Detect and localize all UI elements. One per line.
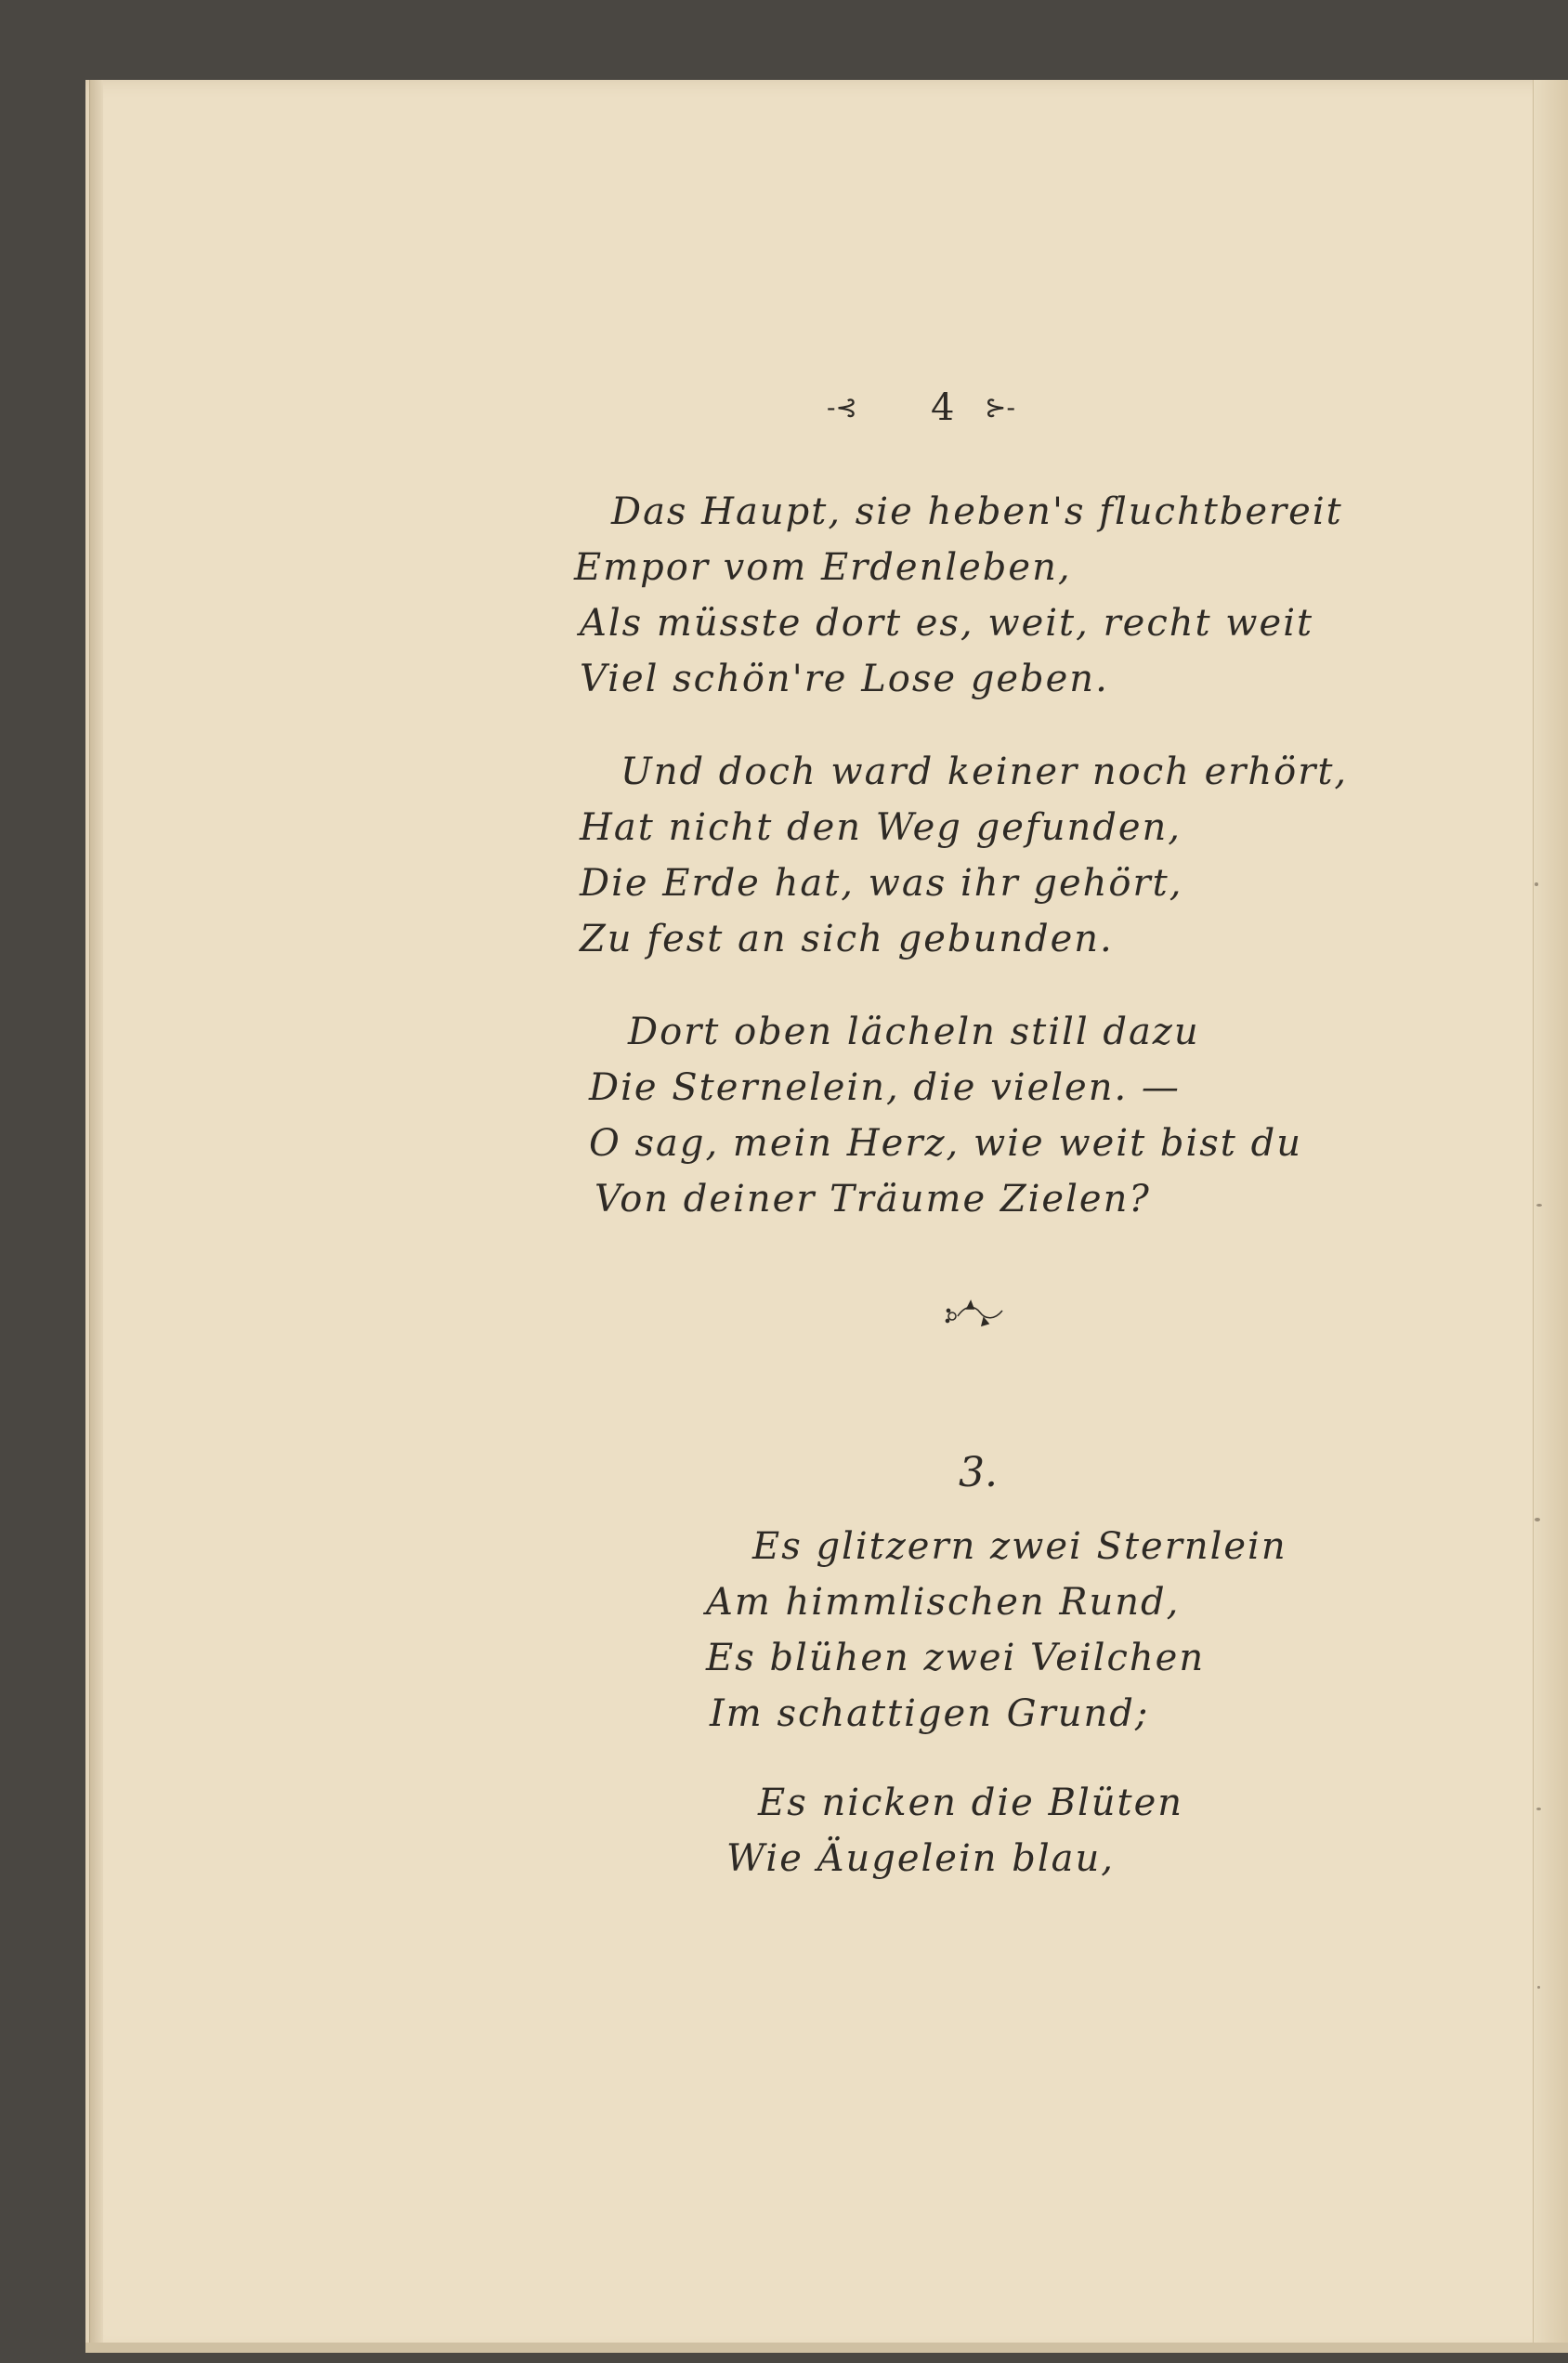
- section-number: 3.: [959, 1449, 998, 1496]
- stanza-line: Wie Äugelein blau,: [726, 1837, 1115, 1880]
- stanza-line: Im schattigen Grund;: [710, 1692, 1150, 1735]
- stanza-line: Als müsste dort es, weit, recht weit: [580, 602, 1314, 645]
- stanza-line: Das Haupt, sie heben's fluchtbereit: [611, 490, 1343, 533]
- left-ornament: -⊰: [827, 392, 857, 423]
- stanza-line: Und doch ward keiner noch erhört,: [621, 751, 1349, 793]
- floral-divider-icon: [943, 1296, 1008, 1333]
- page-header: [827, 381, 1068, 437]
- page-edge-left: [89, 80, 103, 2353]
- stanza-line: Es nicken die Blüten: [758, 1782, 1184, 1824]
- stanza-line: Am himmlischen Rund,: [706, 1581, 1181, 1624]
- stanza-line: Dort oben lächeln still dazu: [628, 1011, 1200, 1053]
- stanza-line: Die Sternelein, die vielen. —: [589, 1066, 1181, 1109]
- stanza-line: Es glitzern zwei Sternlein: [752, 1525, 1287, 1568]
- right-ornament: ⊱-: [985, 392, 1015, 423]
- page-number: 4: [931, 386, 955, 429]
- stanza-line: Empor vom Erdenleben,: [574, 546, 1072, 589]
- page-edge-bottom: [85, 2343, 1568, 2353]
- stanza-line: O sag, mein Herz, wie weit bist du: [589, 1122, 1302, 1165]
- stanza-line: Von deiner Träume Zielen?: [595, 1178, 1151, 1221]
- stanza-line: Zu fest an sich gebunden.: [580, 918, 1114, 960]
- stanza-line: Hat nicht den Weg gefunden,: [580, 806, 1182, 849]
- page-edge-right: [1533, 80, 1568, 2353]
- stanza-line: Es blühen zwei Veilchen: [706, 1637, 1206, 1679]
- stanza-line: Die Erde hat, was ihr gehört,: [580, 862, 1183, 905]
- stanza-line: Viel schön're Lose geben.: [580, 658, 1109, 700]
